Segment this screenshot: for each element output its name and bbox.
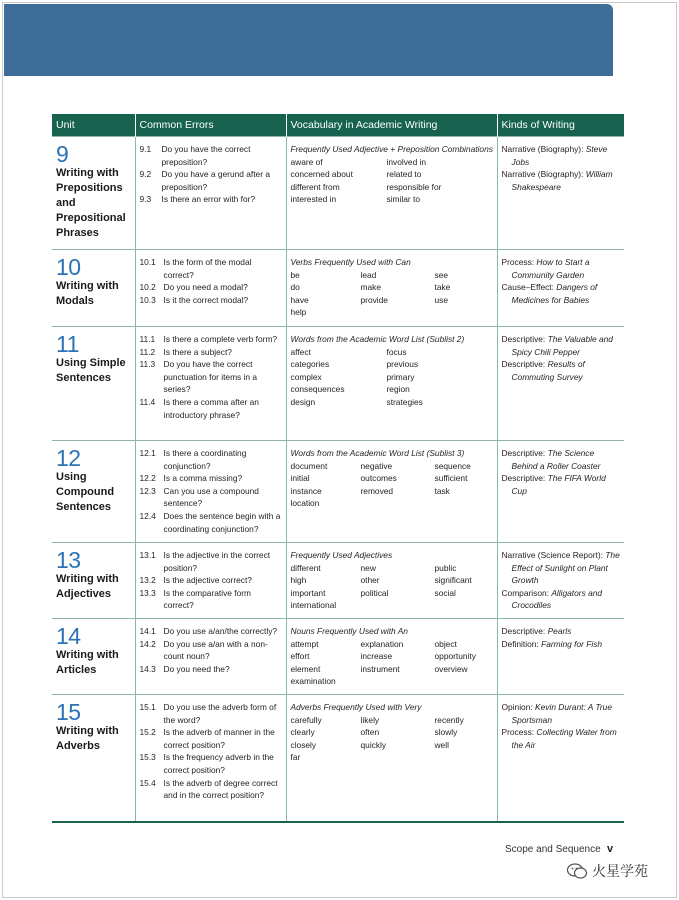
unit-number: 12	[56, 445, 81, 471]
error-number: 14.1	[139, 626, 156, 636]
kind-of-writing-item	[502, 281, 622, 306]
vocabulary-word: interested in	[290, 194, 337, 205]
common-error-item	[140, 701, 283, 726]
vocabulary-word: document	[290, 460, 328, 471]
table-row	[52, 327, 624, 441]
error-number: 10.2	[139, 282, 156, 293]
vocabulary-word: sequence	[434, 460, 471, 471]
unit-title-line: Writing with	[56, 280, 119, 292]
vocabulary-word: make	[360, 282, 381, 293]
kind-of-writing-item	[502, 726, 622, 751]
vocabulary-word: recently	[434, 714, 464, 725]
unit-title-line: Adverbs	[56, 740, 101, 752]
error-text: Is the adjective in the correct position?	[163, 550, 271, 573]
kinds-of-writing-cell	[497, 137, 624, 250]
table-row	[52, 137, 624, 250]
kind-label: Definition:	[501, 638, 542, 649]
kind-label: Descriptive:	[501, 359, 548, 370]
vocabulary-word: instrument	[360, 663, 400, 674]
vocabulary-word: carefully	[290, 714, 322, 725]
vocabulary-word: public	[434, 562, 457, 573]
table-row	[52, 619, 624, 695]
kind-example: The Science Behind a Roller Coaster	[511, 448, 601, 471]
common-error-item	[140, 358, 283, 396]
error-text: Do you have a gerund after a preposition?	[161, 169, 270, 192]
kind-example: William Shakespeare	[511, 169, 613, 192]
vocabulary-list	[291, 156, 494, 206]
vocabulary-word: social	[434, 587, 456, 598]
vocabulary-word: outcomes	[360, 473, 397, 484]
vocabulary-word: concerned about	[290, 169, 353, 180]
vocabulary-word: different	[290, 562, 321, 573]
error-number: 14.3	[139, 663, 156, 674]
vocabulary-word: instance	[290, 485, 322, 496]
unit-title-line: Using	[56, 471, 87, 483]
common-errors-cell	[135, 250, 286, 327]
vocabulary-word: categories	[290, 359, 330, 370]
kind-example: Pearls	[547, 626, 572, 636]
error-number: 13.3	[139, 587, 156, 598]
unit-title-line: Adjectives	[56, 588, 112, 600]
vocabulary-word: attempt	[290, 638, 319, 649]
vocabulary-word: other	[360, 575, 380, 586]
vocabulary-heading: Frequently Used Adjective + Preposition Combinations	[290, 144, 493, 154]
kind-label: Cause–Effect:	[501, 282, 557, 293]
vocabulary-word: opportunity	[434, 651, 476, 662]
kinds-of-writing-cell	[497, 250, 624, 327]
vocabulary-heading: Adverbs Frequently Used with Very	[290, 702, 422, 712]
common-error-item	[140, 638, 283, 663]
vocabulary-word: responsible for	[386, 181, 442, 192]
kind-label: Narrative (Science Report):	[501, 550, 606, 560]
vocabulary-word: negative	[360, 460, 393, 471]
error-number: 11.1	[139, 334, 156, 344]
error-text: Do you need a modal?	[163, 282, 248, 293]
error-text: Do you need the?	[163, 663, 230, 674]
kinds-of-writing-cell	[497, 441, 624, 543]
vocabulary-word: overview	[434, 663, 468, 674]
vocabulary-cell	[286, 327, 497, 441]
kind-example: The FIFA World Cup	[511, 473, 606, 496]
table-row	[52, 250, 624, 327]
common-error-item	[140, 663, 283, 676]
error-number: 14.2	[139, 638, 156, 649]
unit-title-line: Using Simple	[56, 357, 126, 369]
error-text: Do you use a/an with a non-count noun?	[163, 638, 268, 662]
unit-cell	[52, 441, 135, 543]
unit-title-line: Writing with	[56, 167, 119, 179]
vocabulary-cell	[286, 619, 497, 695]
error-text: Is a comma missing?	[163, 473, 243, 484]
unit-number: 11	[56, 331, 79, 357]
kinds-of-writing-cell	[497, 327, 624, 441]
table-header-row	[52, 114, 624, 137]
unit-title-line: Writing with	[56, 573, 119, 585]
vocabulary-cell	[286, 250, 497, 327]
unit-cell	[52, 137, 135, 250]
vocabulary-word: similar to	[386, 194, 421, 205]
kind-example: Dangers of Medicines for Babies	[511, 282, 598, 305]
vocabulary-word: help	[290, 307, 307, 318]
error-text: Do you have the correct preposition?	[161, 144, 251, 167]
kind-of-writing-item	[502, 256, 622, 281]
common-error-item	[140, 294, 283, 307]
kind-example: Collecting Water from the Air	[511, 727, 617, 750]
unit-title-line: Prepositions	[56, 182, 123, 194]
vocabulary-word: use	[434, 294, 449, 305]
kind-label: Descriptive:	[501, 448, 548, 458]
error-number: 9.2	[139, 169, 152, 180]
vocabulary-list	[291, 269, 494, 319]
unit-title-line: Phrases	[56, 227, 99, 239]
error-text: Is the adverb of degree correct and in the correct position?	[163, 777, 278, 801]
error-text: Is the form of the modal correct?	[163, 257, 252, 280]
common-error-item	[140, 256, 283, 281]
vocabulary-heading: Frequently Used Adjectives	[290, 550, 393, 560]
error-text: Is there a coordinating conjunction?	[163, 448, 247, 471]
common-error-item	[140, 574, 283, 587]
kind-example: The Effect of Sunlight on Plant Growth	[511, 550, 620, 586]
error-text: Can you use a compound sentence?	[163, 485, 259, 509]
kind-label: Process:	[501, 727, 537, 738]
error-number: 11.3	[139, 359, 156, 370]
kind-of-writing-item	[502, 447, 622, 472]
unit-cell	[52, 695, 135, 822]
vocabulary-cell	[286, 695, 497, 822]
unit-number: 13	[56, 547, 81, 573]
error-text: Is the comparative form correct?	[163, 587, 252, 611]
error-number: 15.3	[139, 752, 156, 763]
error-text: Is there a comma after an introductory phrase?	[163, 396, 259, 420]
kind-of-writing-item	[502, 549, 622, 587]
unit-title-line: Sentences	[56, 501, 112, 513]
common-errors-cell	[135, 327, 286, 441]
vocabulary-list	[291, 562, 494, 612]
vocabulary-list	[291, 714, 494, 764]
common-errors-cell	[135, 619, 286, 695]
kinds-of-writing-cell	[497, 695, 624, 822]
common-error-item	[140, 587, 283, 612]
error-number: 15.4	[139, 777, 156, 788]
unit-title-line: Sentences	[56, 372, 112, 384]
unit-cell	[52, 327, 135, 441]
vocabulary-word: location	[290, 498, 320, 509]
common-error-item	[140, 472, 283, 485]
vocabulary-word: often	[360, 727, 380, 738]
unit-cell	[52, 543, 135, 619]
error-number: 12.4	[139, 510, 156, 521]
error-number: 10.3	[139, 294, 156, 305]
kinds-of-writing-cell	[497, 619, 624, 695]
unit-title-line: Compound	[56, 486, 115, 498]
vocabulary-word: related to	[386, 169, 422, 180]
unit-title-line: Articles	[56, 664, 97, 676]
common-error-item	[140, 485, 283, 510]
unit-title-line: Prepositional	[56, 212, 126, 224]
kinds-of-writing-cell	[497, 543, 624, 619]
error-number: 15.1	[139, 702, 156, 712]
vocabulary-word: clearly	[290, 727, 315, 738]
kind-label: Process:	[501, 257, 537, 267]
vocabulary-word: be	[290, 269, 300, 280]
error-number: 9.3	[139, 194, 152, 205]
common-error-item	[140, 625, 283, 638]
unit-title-line: and	[56, 197, 76, 209]
kind-example: Steve Jobs	[511, 144, 608, 167]
vocabulary-word: initial	[290, 473, 310, 484]
vocabulary-list	[291, 638, 494, 688]
error-number: 12.2	[139, 473, 156, 484]
vocabulary-word: provide	[360, 294, 388, 305]
header-unit: Unit	[52, 114, 135, 137]
kind-example: How to Start a Community Garden	[511, 257, 590, 280]
vocabulary-word: design	[290, 396, 316, 407]
vocabulary-heading: Words from the Academic Word List (Sublist 3)	[290, 448, 465, 458]
vocabulary-word: political	[360, 587, 389, 598]
kind-example: The Valuable and Spicy Chili Pepper	[511, 334, 613, 357]
kind-of-writing-item	[502, 333, 622, 358]
kind-example: Farming for Fish	[541, 638, 603, 649]
header-common-errors: Common Errors	[135, 114, 286, 137]
unit-number: 15	[56, 699, 81, 725]
vocabulary-word: examination	[290, 676, 336, 687]
watermark-text: 火星学苑	[592, 863, 648, 879]
kind-label: Descriptive:	[501, 334, 548, 344]
vocabulary-list	[291, 346, 494, 409]
error-text: Is the frequency adverb in the correct position?	[163, 752, 274, 775]
common-errors-cell	[135, 543, 286, 619]
vocabulary-word: have	[290, 294, 309, 305]
error-text: Do you use a/an/the correctly?	[163, 626, 278, 636]
error-number: 9.1	[139, 144, 152, 154]
kind-example: Kevin Durant: A True Sportsman	[511, 702, 612, 725]
vocabulary-heading: Verbs Frequently Used with Can	[290, 257, 411, 267]
common-error-item	[140, 168, 283, 193]
kind-of-writing-item	[502, 701, 622, 726]
unit-title-line: Writing with	[56, 649, 119, 661]
vocabulary-word: aware of	[290, 156, 323, 167]
error-number: 13.1	[139, 550, 156, 560]
common-error-item	[140, 281, 283, 294]
error-text: Is there an error with for?	[161, 194, 256, 205]
kind-label: Narrative (Biography):	[501, 144, 586, 154]
vocabulary-cell	[286, 137, 497, 250]
footer-section-label: Scope and Sequence	[505, 844, 601, 855]
vocabulary-word: closely	[290, 739, 317, 750]
vocabulary-word: lead	[360, 269, 377, 280]
vocabulary-word: high	[290, 575, 307, 586]
vocabulary-word: significant	[434, 575, 472, 586]
wechat-logo-icon	[566, 862, 588, 880]
vocabulary-word: removed	[360, 485, 394, 496]
error-number: 11.4	[139, 396, 156, 407]
unit-cell	[52, 619, 135, 695]
common-error-item	[140, 777, 283, 802]
header-vocabulary: Vocabulary in Academic Writing	[286, 114, 497, 137]
table-row	[52, 695, 624, 822]
kind-of-writing-item	[502, 587, 622, 612]
page-number: v	[607, 843, 614, 855]
unit-cell	[52, 250, 135, 327]
kind-example: Alligators and Crocodiles	[511, 587, 603, 611]
vocabulary-word: complex	[290, 371, 322, 382]
common-error-item	[140, 346, 283, 359]
table-row	[52, 441, 624, 543]
error-text: Do you use the adverb form of the word?	[163, 702, 277, 725]
error-number: 12.1	[139, 448, 156, 458]
kind-of-writing-item	[502, 625, 622, 638]
vocabulary-word: increase	[360, 651, 393, 662]
common-error-item	[140, 447, 283, 472]
error-text: Is the adjective correct?	[163, 575, 252, 586]
common-error-item	[140, 396, 283, 421]
common-error-item	[140, 726, 283, 751]
unit-number: 14	[56, 623, 81, 649]
watermark	[566, 861, 648, 881]
common-error-item	[140, 510, 283, 535]
vocabulary-word: far	[290, 752, 301, 763]
kind-example: Results of Commuting Survey	[511, 359, 585, 382]
vocabulary-word: important	[290, 587, 326, 598]
common-errors-cell	[135, 695, 286, 822]
vocabulary-word: previous	[386, 359, 419, 370]
common-error-item	[140, 751, 283, 776]
error-text: Is there a subject?	[163, 346, 232, 357]
vocabulary-word: affect	[290, 346, 311, 357]
vocabulary-word: effort	[290, 651, 310, 662]
common-error-item	[140, 193, 283, 206]
kind-of-writing-item	[502, 358, 622, 383]
vocabulary-word: international	[290, 600, 337, 611]
vocabulary-word: involved in	[386, 156, 427, 167]
vocabulary-word: focus	[386, 346, 407, 357]
vocabulary-word: well	[434, 739, 449, 750]
vocabulary-word: quickly	[360, 739, 387, 750]
vocabulary-word: task	[434, 485, 450, 496]
unit-title-line: Writing with	[56, 725, 119, 737]
error-text: Is it the correct modal?	[163, 294, 249, 305]
vocabulary-heading: Nouns Frequently Used with An	[290, 626, 408, 636]
vocabulary-word: take	[434, 282, 451, 293]
vocabulary-word: element	[290, 663, 321, 674]
error-text: Is the adverb of manner in the correct position?	[163, 727, 275, 750]
top-banner	[4, 4, 613, 76]
vocabulary-word: different from	[290, 181, 340, 192]
kind-label: Descriptive:	[501, 473, 548, 484]
error-text: Do you have the correct punctuation for items in a series?	[163, 359, 258, 395]
kind-of-writing-item	[502, 472, 622, 497]
common-error-item	[140, 143, 283, 168]
error-text: Is there a complete verb form?	[163, 334, 278, 344]
common-error-item	[140, 333, 283, 346]
kind-of-writing-item	[502, 168, 622, 193]
vocabulary-word: slowly	[434, 727, 458, 738]
kind-of-writing-item	[502, 638, 622, 651]
vocabulary-heading: Words from the Academic Word List (Sublist 2)	[290, 334, 465, 344]
kind-label: Comparison:	[501, 587, 552, 598]
vocabulary-word: consequences	[290, 384, 345, 395]
error-text: Does the sentence begin with a coordinating conjunction?	[163, 510, 281, 534]
vocabulary-word: object	[434, 638, 457, 649]
unit-number: 10	[56, 254, 81, 280]
vocabulary-word: primary	[386, 371, 415, 382]
vocabulary-word: do	[290, 282, 300, 293]
vocabulary-list	[291, 460, 494, 510]
kind-of-writing-item	[502, 143, 622, 168]
vocabulary-word: likely	[360, 714, 380, 725]
vocabulary-word: strategies	[386, 396, 423, 407]
error-number: 12.3	[139, 485, 156, 496]
common-errors-cell	[135, 137, 286, 250]
vocabulary-cell	[286, 543, 497, 619]
vocabulary-word: see	[434, 269, 449, 280]
vocabulary-cell	[286, 441, 497, 543]
vocabulary-word: region	[386, 384, 410, 395]
error-number: 11.2	[139, 346, 156, 357]
vocabulary-word: new	[360, 562, 376, 573]
common-error-item	[140, 549, 283, 574]
kind-label: Narrative (Biography):	[501, 169, 586, 180]
unit-number: 9	[56, 141, 69, 167]
vocabulary-word: sufficient	[434, 473, 468, 484]
scope-and-sequence-table	[52, 114, 624, 823]
header-kinds-of-writing: Kinds of Writing	[497, 114, 624, 137]
vocabulary-word: explanation	[360, 638, 404, 649]
unit-title-line: Modals	[56, 295, 94, 307]
error-number: 13.2	[139, 575, 156, 586]
error-number: 10.1	[139, 257, 156, 267]
kind-label: Descriptive:	[501, 626, 548, 636]
kind-label: Opinion:	[501, 702, 536, 712]
error-number: 15.2	[139, 727, 156, 738]
table-row	[52, 543, 624, 619]
common-errors-cell	[135, 441, 286, 543]
